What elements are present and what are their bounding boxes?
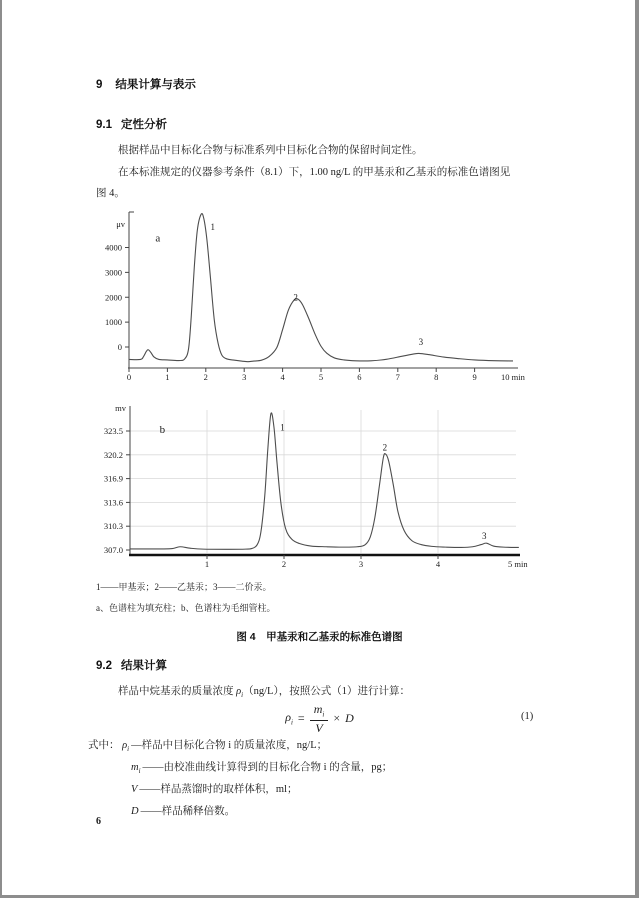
x-axis-end-label: 5 min: [508, 559, 528, 569]
paragraph-2-line-1: 在本标准规定的仪器参考条件（8.1）下，1.00 ng/L 的甲基汞和乙基汞的标准色谱图见: [118, 167, 511, 178]
symbol: V: [131, 784, 138, 795]
peak-number-label: 1: [280, 422, 285, 433]
svg-text:4: 4: [280, 372, 285, 382]
calc-intro: [118, 685, 410, 700]
fraction-numerator: $m_i$: [310, 703, 329, 721]
chromatogram-svg-a: [92, 206, 552, 394]
gridlines: [130, 410, 516, 553]
section-title: 结果计算与表示: [115, 79, 196, 91]
svg-text:323.5: 323.5: [103, 426, 123, 437]
equation-number: (1): [521, 711, 534, 722]
y-axis-unit-label: μv: [116, 219, 125, 229]
section-heading-9-2: [96, 657, 167, 673]
peak-number-label: 3: [481, 531, 487, 542]
figure-note-columns: a、色谱柱为填充柱；b、色谱柱为毛细管柱。: [96, 603, 276, 613]
page-edge-right: [635, 0, 639, 898]
chromatogram-panel-a: [92, 206, 552, 399]
calc-intro-prefix: 样品中烷基汞的质量浓度: [118, 686, 234, 697]
equals-sign: =: [297, 711, 305, 726]
section-heading-9-1: [96, 116, 167, 132]
svg-text:8: 8: [434, 372, 439, 382]
definition-text: 由校准曲线计算得到的目标化合物 i 的含量，pg；: [163, 762, 393, 773]
equation-lhs: $\rho_i$: [285, 710, 293, 727]
definition-text: 样品稀释倍数。: [161, 806, 236, 817]
axes: [128, 212, 518, 368]
svg-text:2000: 2000: [105, 292, 122, 303]
where-label: 式中：: [88, 740, 120, 751]
svg-text:3: 3: [358, 559, 364, 569]
svg-text:0: 0: [126, 372, 132, 382]
dash: ——: [142, 762, 164, 773]
peak-number-label: 1: [210, 222, 215, 233]
ticks: [126, 431, 438, 559]
svg-text:2: 2: [281, 559, 287, 569]
fraction-denominator: V: [315, 720, 323, 735]
definition-d: [131, 803, 235, 818]
signal-trace: [129, 214, 513, 362]
svg-text:1000: 1000: [105, 317, 122, 328]
svg-text:3000: 3000: [105, 267, 122, 278]
dash: ——: [140, 806, 162, 817]
svg-text:5: 5: [318, 372, 324, 382]
section-number: 9.1: [96, 119, 112, 131]
definition-text: 样品蒸馏时的取样体积，ml；: [160, 784, 298, 795]
svg-text:1: 1: [204, 559, 210, 569]
svg-text:313.6: 313.6: [103, 497, 123, 508]
chromatogram-svg-b: [92, 394, 554, 586]
section-number: 9.2: [96, 660, 112, 672]
svg-text:307.0: 307.0: [103, 545, 123, 555]
section-title: 结果计算: [121, 660, 167, 672]
x-axis-end-label: 10 min: [501, 372, 525, 382]
definition-v: [131, 781, 298, 796]
svg-text:4: 4: [435, 559, 441, 569]
symbol: $m_i$: [131, 762, 141, 776]
figure-note-peaks: 1——甲基汞；2——乙基汞；3——二价汞。: [96, 582, 272, 592]
paragraph-2-line-2: 图 4。: [96, 188, 125, 199]
y-axis-unit-label: mv: [115, 403, 126, 413]
symbol: $\rho_i$: [122, 740, 130, 754]
page-edge-left: [0, 0, 2, 898]
tick-labels: [105, 219, 526, 382]
symbol: D: [131, 806, 139, 817]
paragraph-1: 根据样品中目标化合物与标准系列中目标化合物的保留时间定性。: [118, 145, 423, 156]
equation-1: [0, 703, 639, 734]
page-number: 6: [96, 816, 101, 827]
svg-text:2: 2: [203, 372, 208, 382]
peak-number-label: 3: [418, 337, 424, 348]
svg-text:3: 3: [242, 372, 247, 382]
equation-fraction: [310, 703, 329, 734]
panel-letter: b: [159, 424, 166, 437]
section-title: 定性分析: [121, 119, 167, 131]
panel-letter: a: [155, 232, 161, 245]
svg-text:1: 1: [165, 372, 170, 382]
definition-rho: [88, 737, 327, 753]
svg-text:9: 9: [472, 372, 477, 382]
svg-text:0: 0: [117, 342, 122, 352]
peak-number-label: 2: [293, 292, 298, 303]
chromatogram-panel-b: [92, 394, 554, 591]
figure-caption: 图 4 甲基汞和乙基汞的标准色谱图: [236, 631, 403, 643]
calc-intro-suffix: （ng/L），按照公式（1）进行计算：: [243, 686, 410, 697]
axes: [129, 406, 520, 555]
dash: ——: [139, 784, 161, 795]
section-number: 9: [96, 79, 103, 91]
multiply-sign: ×: [333, 711, 341, 726]
peak-labels: [155, 222, 423, 347]
svg-text:320.2: 320.2: [103, 449, 123, 460]
svg-text:6: 6: [357, 372, 362, 382]
peak-number-label: 2: [382, 442, 388, 453]
rho-symbol: $\rho_i$: [236, 686, 244, 700]
dash: —: [131, 740, 142, 751]
dilution-factor-symbol: D: [345, 711, 354, 726]
section-heading-9: [96, 76, 196, 92]
svg-text:310.3: 310.3: [103, 521, 123, 532]
definition-text: 样品中目标化合物 i 的质量浓度，ng/L；: [141, 740, 328, 751]
signal-trace: [130, 413, 519, 549]
svg-text:316.9: 316.9: [103, 473, 123, 484]
svg-text:4000: 4000: [105, 242, 122, 253]
tick-labels: [104, 403, 528, 569]
definition-m: [131, 759, 392, 775]
svg-text:7: 7: [395, 372, 400, 382]
